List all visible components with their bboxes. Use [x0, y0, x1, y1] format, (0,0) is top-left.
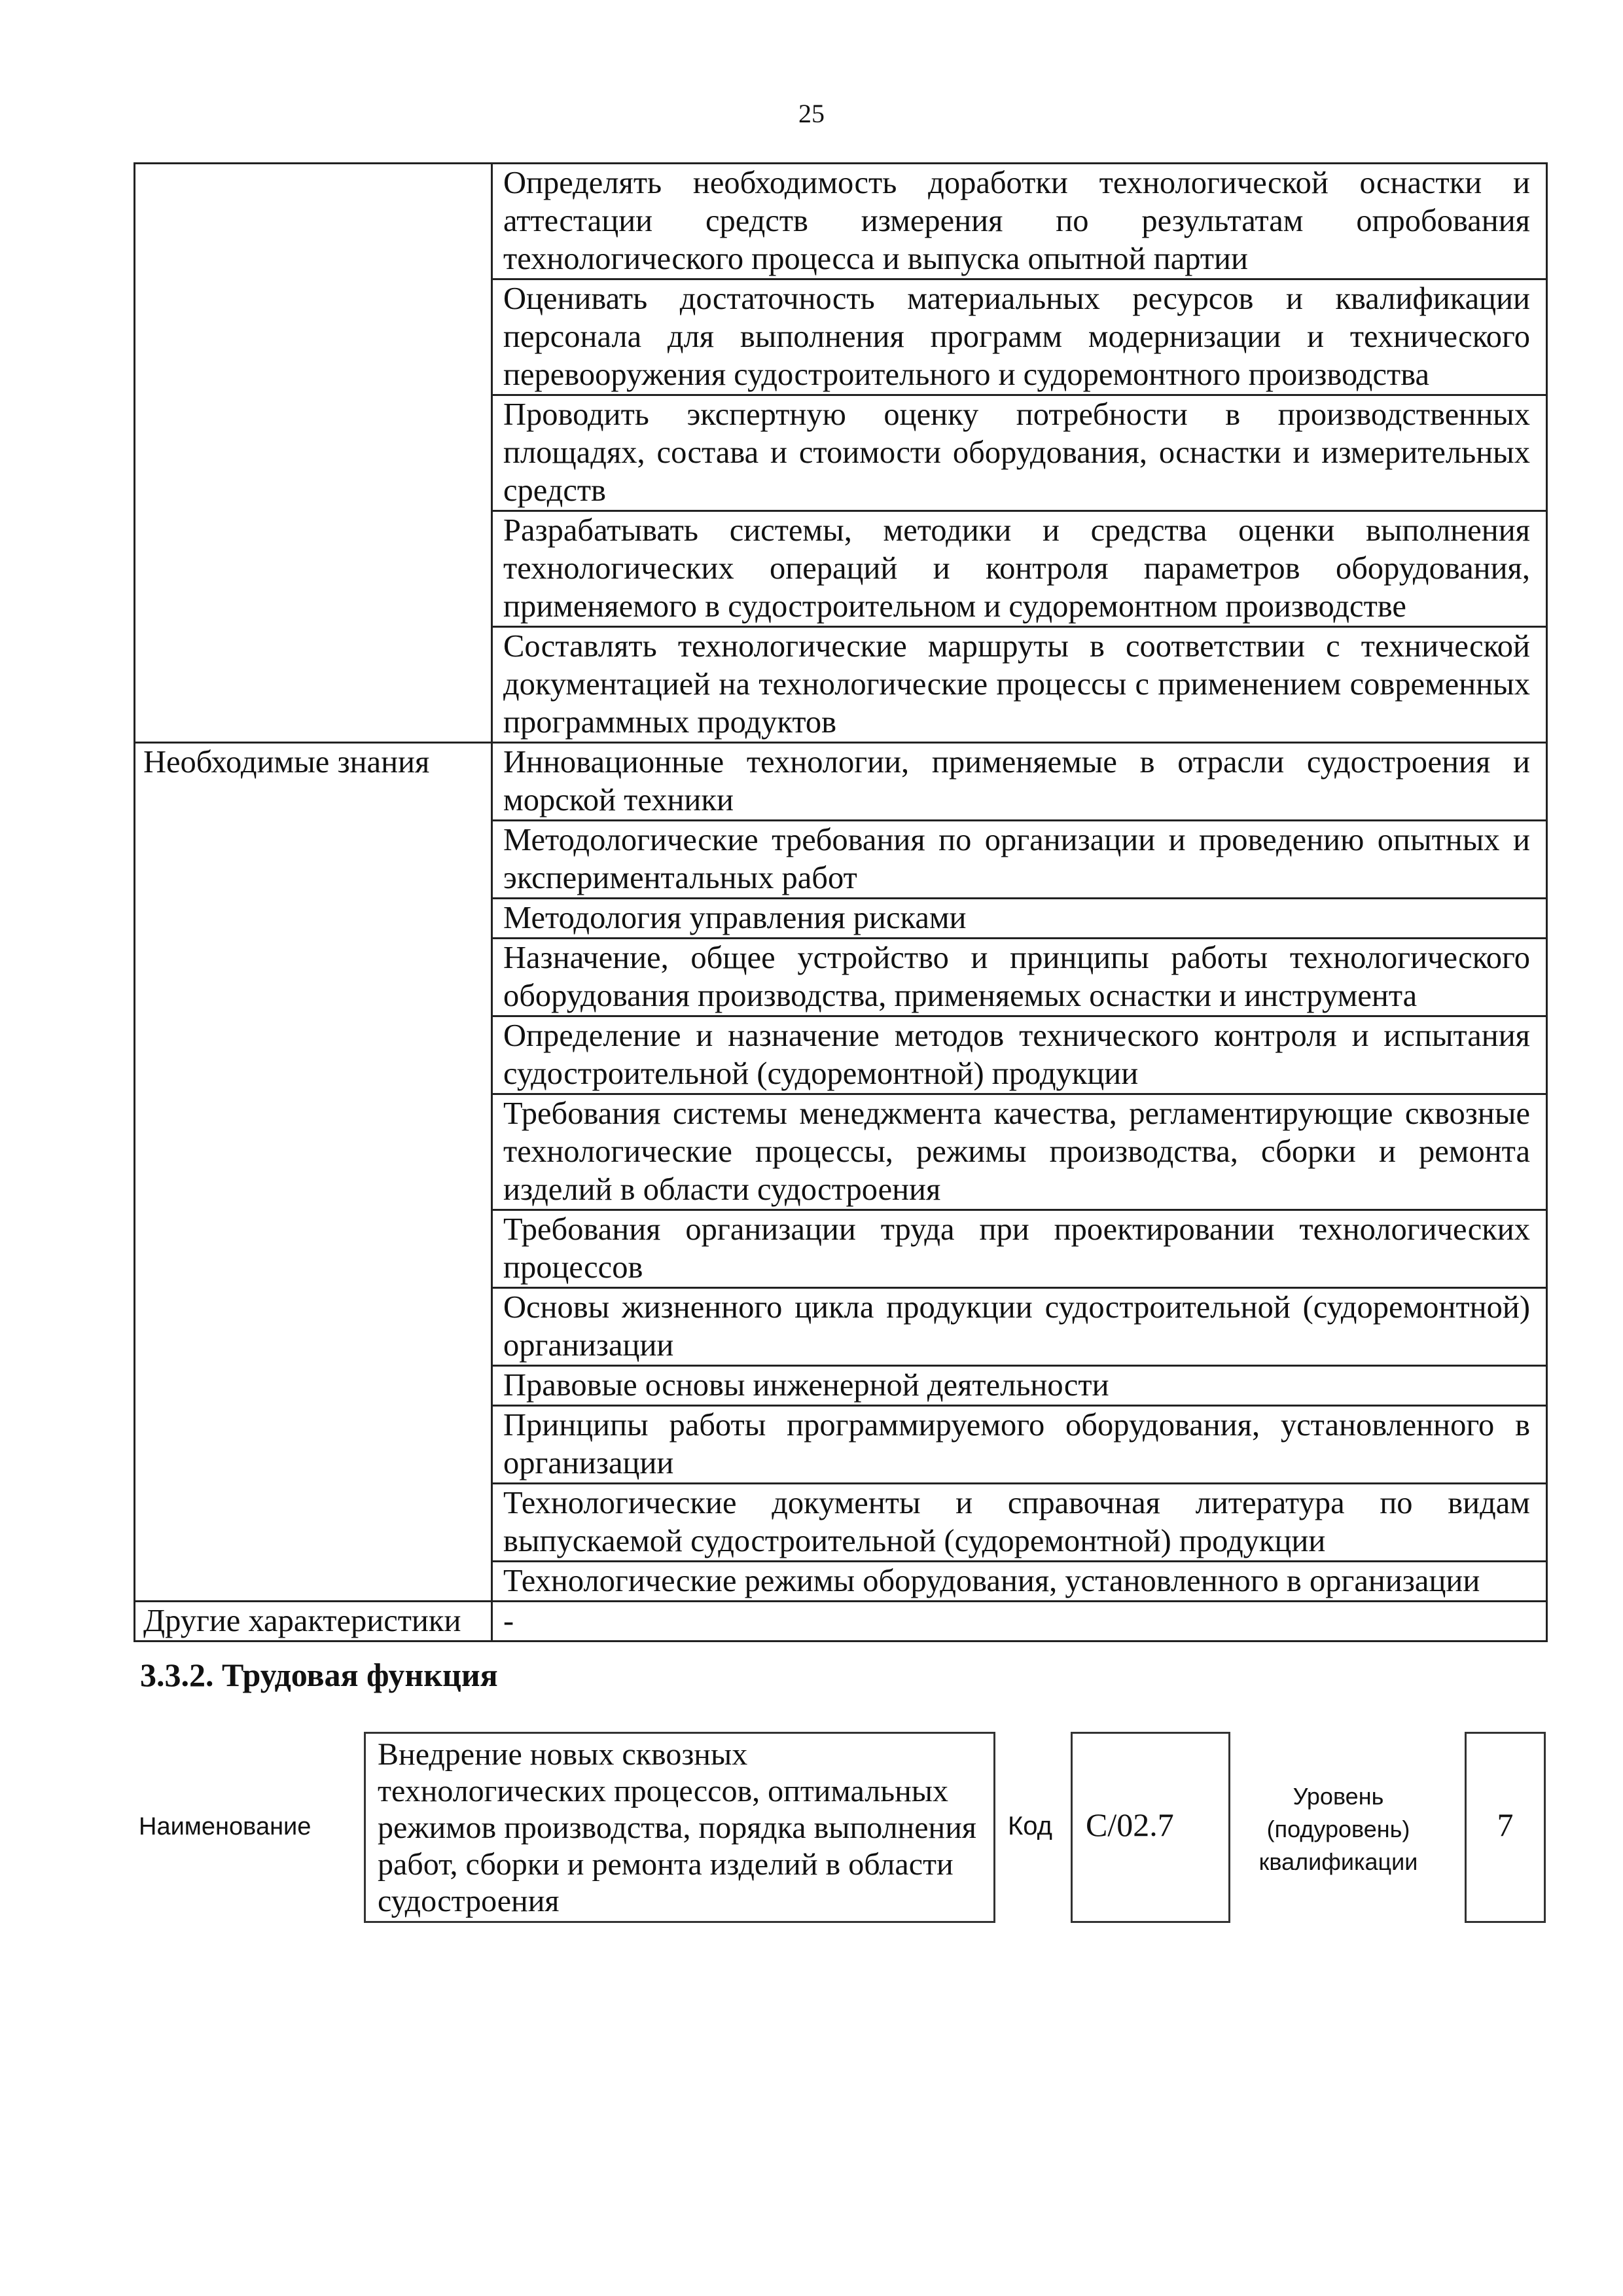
knowledge-item: Требования системы менеджмента качества, регламентирующие сквозные технологические процессы, режимы производства, сборки и ремонта изделий в области судостроения [492, 1094, 1547, 1210]
table-row [135, 1602, 1547, 1641]
skill-item: Определять необходимость доработки технологической оснастки и аттестации средств измерения по результатам опробования технологического процесса и выпуска опытной партии [492, 164, 1547, 279]
knowledge-item: Методологические требования по организации и проведению опытных и экспериментальных работ [492, 821, 1547, 899]
knowledge-label: Необходимые знания [135, 743, 492, 1602]
level-label-line: квалификации [1258, 1848, 1418, 1875]
knowledge-item: Технологические режимы оборудования, установленного в организации [492, 1562, 1547, 1602]
knowledge-item: Принципы работы программируемого оборудования, установленного в организации [492, 1406, 1547, 1484]
knowledge-item: Назначение, общее устройство и принципы работы технологического оборудования производства, применяемых оснастки и инструмента [492, 939, 1547, 1016]
knowledge-item: Определение и назначение методов технического контроля и испытания судостроительной (судоремонтной) продукции [492, 1016, 1547, 1094]
table-row [135, 164, 1547, 279]
level-box: 7 [1465, 1732, 1546, 1923]
level-label-line: Уровень [1293, 1783, 1384, 1810]
section-title: 3.3.2. Трудовая функция [140, 1657, 498, 1693]
function-name-box: Внедрение новых сквозных технологических процессов, оптимальных режимов производства, порядка выполнения работ, сборки и ремонта изделий в области судостроения [364, 1732, 995, 1923]
knowledge-item: Требования организации труда при проектировании технологических процессов [492, 1210, 1547, 1288]
other-characteristics-label: Другие характеристики [135, 1602, 492, 1641]
other-characteristics-value: - [492, 1602, 1547, 1641]
knowledge-item: Инновационные технологии, применяемые в отрасли судостроения и морской техники [492, 743, 1547, 821]
skill-item: Проводить экспертную оценку потребности в производственных площадях, состава и стоимости оборудования, оснастки и измерительных средств [492, 395, 1547, 511]
code-label: Код [1008, 1812, 1053, 1840]
table-row [135, 743, 1547, 821]
level-label-line: (подуровень) [1266, 1816, 1410, 1842]
knowledge-item: Правовые основы инженерной деятельности [492, 1366, 1547, 1406]
knowledge-item: Методология управления рисками [492, 899, 1547, 939]
skills-label-cell [135, 164, 492, 743]
name-label: Наименование [139, 1813, 312, 1840]
skill-item: Оценивать достаточность материальных ресурсов и квалификации персонала для выполнения программ модернизации и технического перевооружения судостроительного и судоремонтного производства [492, 279, 1547, 395]
page-number: 25 [798, 99, 825, 128]
knowledge-item: Основы жизненного цикла продукции судостроительной (судоремонтной) организации [492, 1288, 1547, 1366]
skill-item: Разрабатывать системы, методики и средства оценки выполнения технологических операций и контроля параметров оборудования, применяемого в судостроительном и судоремонтном производстве [492, 511, 1547, 627]
code-box: C/02.7 [1071, 1732, 1230, 1923]
level-label [1243, 1780, 1433, 1878]
knowledge-item: Технологические документы и справочная литература по видам выпускаемой судостроительной (судоремонтной) продукции [492, 1484, 1547, 1562]
skill-item: Составлять технологические маршруты в соответствии с технической документацией на технологические процессы с применением современных программных продуктов [492, 627, 1547, 743]
competency-table [134, 162, 1548, 1642]
